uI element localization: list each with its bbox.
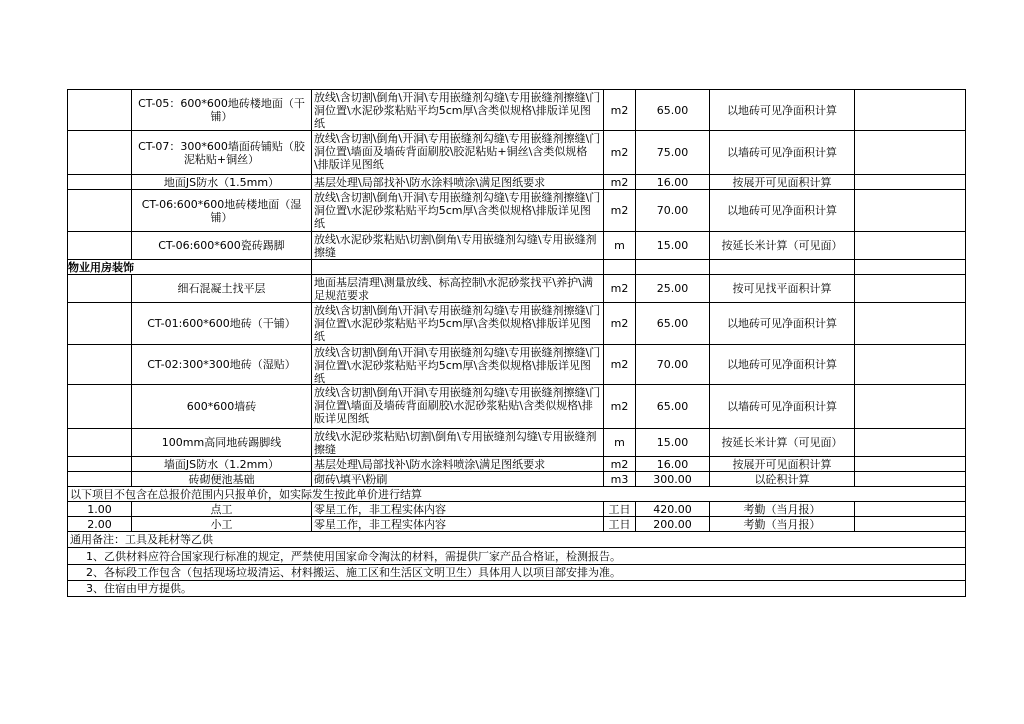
quotation-table <box>67 89 966 597</box>
item-name: CT-06:600*600地砖楼地面（湿铺） <box>132 190 312 232</box>
table-row <box>68 190 966 232</box>
general-note-line: 3、住宿由甲方提供。 <box>68 581 966 597</box>
item-calc: 以墙砖可见净面积计算 <box>710 131 855 175</box>
item-calc: 考勤（当月报） <box>710 517 855 532</box>
table-row <box>68 275 966 303</box>
item-unit: m2 <box>604 275 636 303</box>
item-calc: 按展开可见面积计算 <box>710 457 855 472</box>
item-description <box>312 303 604 345</box>
item-name: CT-01:600*600地砖（干铺） <box>132 303 312 345</box>
index-cell <box>68 472 132 487</box>
table-row <box>68 429 966 457</box>
item-number: 2.00 <box>68 517 132 532</box>
index-cell <box>68 275 132 303</box>
item-name: 点工 <box>132 502 312 517</box>
index-cell <box>68 385 132 429</box>
item-description-text: 砌砖\填平\粉刷 <box>314 472 388 486</box>
item-description <box>312 190 604 232</box>
item-unit: m2 <box>604 131 636 175</box>
item-description-text: 基层处理\局部找补\防水涂料喷涂\满足图纸要求 <box>314 175 546 189</box>
remark-cell <box>855 303 966 345</box>
item-unit: 工日 <box>604 517 636 532</box>
table-row <box>68 175 966 190</box>
note-row <box>68 565 966 581</box>
general-notes-heading: 通用备注：工具及耗材等乙供 <box>68 532 966 548</box>
item-calc: 按延长米计算（可见面） <box>710 232 855 260</box>
item-calc: 以地砖可见净面积计算 <box>710 90 855 131</box>
item-price: 15.00 <box>636 232 710 260</box>
item-description <box>312 275 604 303</box>
item-description-text: 放线\含切割\倒角\开洞\专用嵌缝剂勾缝\专用嵌缝剂擦缝\门洞位置\水泥砂浆粘贴平均5cm厚\含类似规格\排版详见图纸 <box>314 190 601 230</box>
index-cell <box>68 190 132 232</box>
item-unit: m2 <box>604 303 636 345</box>
item-description-text: 地面基层清理\测量放线、标高控制\水泥砂浆找平\养护\满足规范要求 <box>314 275 593 302</box>
empty-cell <box>312 260 604 275</box>
item-description <box>312 175 604 190</box>
item-name: 100mm高同地砖踢脚线 <box>132 429 312 457</box>
item-description <box>312 232 604 260</box>
item-price: 25.00 <box>636 275 710 303</box>
item-name: CT-07：300*600墙面砖铺贴（胶泥粘贴+铜丝） <box>132 131 312 175</box>
general-note-line: 1、乙供材料应符合国家现行标准的规定，严禁使用国家命令淘汰的材料，需提供厂家产品合格证，检测报告。 <box>68 548 966 565</box>
item-unit: m <box>604 429 636 457</box>
item-calc: 按展开可见面积计算 <box>710 175 855 190</box>
item-unit: m2 <box>604 175 636 190</box>
index-cell <box>68 232 132 260</box>
item-description: 零星工作，非工程实体内容 <box>312 517 604 532</box>
item-price: 70.00 <box>636 345 710 385</box>
item-price: 300.00 <box>636 472 710 487</box>
remark-cell <box>855 175 966 190</box>
empty-cell <box>636 260 710 275</box>
section-header-row <box>68 260 966 275</box>
item-description-text: 基层处理\局部找补\防水涂料喷涂\满足图纸要求 <box>314 457 546 471</box>
remark-cell <box>855 190 966 232</box>
item-description <box>312 90 604 131</box>
item-name: CT-05：600*600地砖楼地面（干铺） <box>132 90 312 131</box>
item-price: 15.00 <box>636 429 710 457</box>
note-row <box>68 581 966 597</box>
index-cell <box>68 345 132 385</box>
remark-cell <box>855 457 966 472</box>
remark-cell <box>855 385 966 429</box>
table-row <box>68 517 966 532</box>
item-price: 65.00 <box>636 385 710 429</box>
item-price: 70.00 <box>636 190 710 232</box>
item-price: 75.00 <box>636 131 710 175</box>
item-calc: 以地砖可见净面积计算 <box>710 190 855 232</box>
section-title: 物业用房装饰 <box>68 260 312 275</box>
item-description: 零星工作，非工程实体内容 <box>312 502 604 517</box>
item-name: 600*600墙砖 <box>132 385 312 429</box>
remark-cell <box>855 275 966 303</box>
item-name: 小工 <box>132 517 312 532</box>
index-cell <box>68 429 132 457</box>
item-name: 墙面JS防水（1.2mm） <box>132 457 312 472</box>
index-cell <box>68 457 132 472</box>
table-row <box>68 303 966 345</box>
item-description <box>312 345 604 385</box>
item-unit: m2 <box>604 457 636 472</box>
empty-cell <box>604 260 636 275</box>
index-cell <box>68 303 132 345</box>
item-price: 65.00 <box>636 303 710 345</box>
remark-cell <box>855 472 966 487</box>
table-row <box>68 457 966 472</box>
general-note-line: 2、各标段工作包含（包括现场垃圾清运、材料搬运、施工区和生活区文明卫生）具体用人以项目部安排为准。 <box>68 565 966 581</box>
remark-cell <box>855 131 966 175</box>
item-description <box>312 131 604 175</box>
item-calc: 以地砖可见净面积计算 <box>710 345 855 385</box>
item-description-text: 放线\水泥砂浆粘贴\切割\倒角\专用嵌缝剂勾缝\专用嵌缝剂擦缝 <box>314 232 597 259</box>
remark-cell <box>855 502 966 517</box>
item-calc: 以地砖可见净面积计算 <box>710 303 855 345</box>
item-description <box>312 385 604 429</box>
remark-cell <box>855 429 966 457</box>
item-price: 420.00 <box>636 502 710 517</box>
item-calc: 以墙砖可见净面积计算 <box>710 385 855 429</box>
extra-items-note: 以下项目不包含在总报价范围内只报单价，如实际发生按此单价进行结算 <box>68 487 966 502</box>
remark-cell <box>855 90 966 131</box>
note-row <box>68 532 966 548</box>
item-calc: 考勤（当月报） <box>710 502 855 517</box>
table-row <box>68 232 966 260</box>
remark-cell <box>855 517 966 532</box>
item-calc: 以砼积计算 <box>710 472 855 487</box>
table-row <box>68 90 966 131</box>
item-description-text: 放线\含切割\倒角\开洞\专用嵌缝剂勾缝\专用嵌缝剂擦缝\门洞位置\水泥砂浆粘贴平均5cm厚\含类似规格\排版详见图纸 <box>314 303 601 343</box>
empty-cell <box>710 260 855 275</box>
table-row <box>68 502 966 517</box>
item-unit: 工日 <box>604 502 636 517</box>
item-description-text: 放线\含切割\倒角\开洞\专用嵌缝剂勾缝\专用嵌缝剂擦缝\门洞位置\水泥砂浆粘贴平均5cm厚\含类似规格\排版详见图纸 <box>314 345 601 384</box>
item-description-text: 放线\含切割\倒角\开洞\专用嵌缝剂勾缝\专用嵌缝剂擦缝\门洞位置\墙面及墙砖背面刷胶\胶泥粘贴+铜丝\含类似规格\排版详见图纸 <box>314 131 601 171</box>
note-row <box>68 548 966 565</box>
remark-cell <box>855 232 966 260</box>
item-description-text: 放线\含切割\倒角\开洞\专用嵌缝剂勾缝\专用嵌缝剂擦缝\门洞位置\墙面及墙砖背面刷胶\水泥砂浆粘贴\含类似规格\排版详见图纸 <box>314 385 601 425</box>
item-name: CT-02:300*300地砖（湿贴） <box>132 345 312 385</box>
item-description-text: 放线\水泥砂浆粘贴\切割\倒角\专用嵌缝剂勾缝\专用嵌缝剂擦缝 <box>314 429 597 456</box>
table-row <box>68 345 966 385</box>
item-unit: m2 <box>604 345 636 385</box>
table-row <box>68 385 966 429</box>
item-price: 65.00 <box>636 90 710 131</box>
item-description <box>312 457 604 472</box>
item-unit: m2 <box>604 385 636 429</box>
item-price: 16.00 <box>636 175 710 190</box>
empty-cell <box>855 260 966 275</box>
item-name: 砖砌便池基础 <box>132 472 312 487</box>
item-number: 1.00 <box>68 502 132 517</box>
note-row <box>68 487 966 502</box>
item-description <box>312 429 604 457</box>
table-row <box>68 131 966 175</box>
item-description-text: 放线\含切割\倒角\开洞\专用嵌缝剂勾缝\专用嵌缝剂擦缝\门洞位置\水泥砂浆粘贴平均5cm厚\含类似规格\排版详见图纸 <box>314 90 601 130</box>
item-calc: 按可见找平面积计算 <box>710 275 855 303</box>
index-cell <box>68 131 132 175</box>
item-unit: m2 <box>604 90 636 131</box>
item-unit: m3 <box>604 472 636 487</box>
item-calc: 按延长米计算（可见面） <box>710 429 855 457</box>
remark-cell <box>855 345 966 385</box>
item-unit: m <box>604 232 636 260</box>
item-price: 16.00 <box>636 457 710 472</box>
table-row <box>68 472 966 487</box>
index-cell <box>68 90 132 131</box>
item-price: 200.00 <box>636 517 710 532</box>
index-cell <box>68 175 132 190</box>
item-unit: m2 <box>604 190 636 232</box>
item-name: 地面JS防水（1.5mm） <box>132 175 312 190</box>
item-name: 细石混凝土找平层 <box>132 275 312 303</box>
item-name: CT-06:600*600瓷砖踢脚 <box>132 232 312 260</box>
item-description <box>312 472 604 487</box>
